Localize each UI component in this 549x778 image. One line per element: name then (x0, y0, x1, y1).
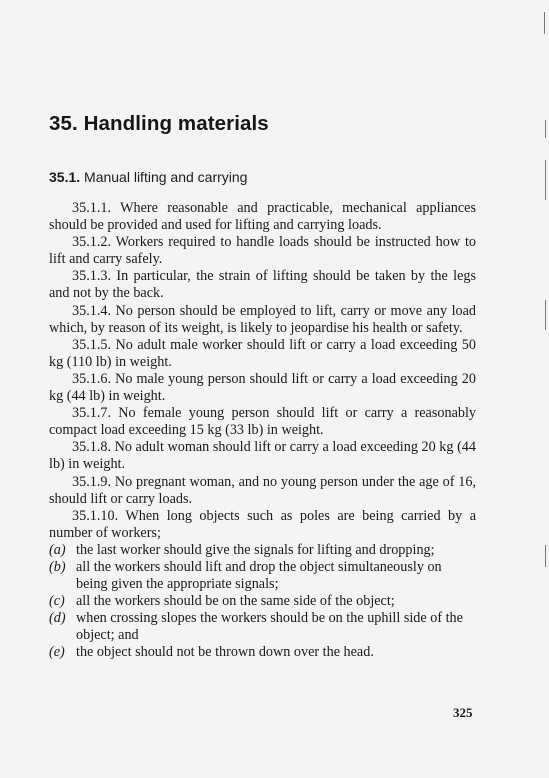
scan-edge-mark (544, 12, 545, 34)
paragraph: 35.1.10. When long objects such as poles are being carried by a number of workers; (49, 507, 476, 541)
section-number: 35.1. (49, 169, 81, 185)
list-item (49, 644, 476, 661)
list-item-text: all the workers should be on the same side of the object; (76, 593, 395, 610)
scan-edge-mark (545, 300, 546, 330)
paragraph: 35.1.1. Where reasonable and practicable, mechanical appliances should be provided and used for lifting and carrying loads. (49, 200, 476, 234)
list-marker: (e) (49, 644, 65, 661)
chapter-title: 35. Handling materials (49, 112, 269, 135)
paragraph: 35.1.6. No male young person should lift or carry a load exceeding 20 kg (44 lb) in weight. (49, 370, 476, 405)
paragraph: 35.1.2. Workers required to handle loads should be instructed how to lift and carry safely. (49, 234, 476, 268)
list-item (49, 610, 476, 644)
list-marker: (a) (49, 541, 66, 558)
list-marker: (d) (49, 610, 66, 627)
section-title: Manual lifting and carrying (84, 169, 248, 185)
scan-edge-mark (545, 160, 546, 200)
list-item-text: all the workers should lift and drop the object simultaneously on being given the appropriate signals; (76, 558, 442, 593)
list-item-text: the object should not be thrown down over the head. (76, 644, 374, 661)
paragraph: 35.1.8. No adult woman should lift or carry a load exceeding 20 kg (44 lb) in weight. (49, 439, 476, 473)
list-item (49, 542, 476, 559)
page-number: 325 (453, 705, 473, 720)
list-item-text: the last worker should give the signals for lifting and dropping; (76, 541, 435, 558)
paragraph: 35.1.9. No pregnant woman, and no young person under the age of 16, should lift or carry loads. (49, 473, 476, 507)
section-heading (49, 169, 247, 185)
paragraph: 35.1.4. No person should be employed to lift, carry or move any load which, by reason of its weight, is likely to jeopardise his health or safety. (49, 302, 476, 336)
scan-edge-mark (545, 545, 546, 567)
paragraph: 35.1.3. In particular, the strain of lifting should be taken by the legs and not by the back. (49, 268, 476, 302)
body-text (49, 200, 476, 662)
list-item (49, 593, 476, 610)
list-marker: (c) (49, 593, 65, 610)
scan-edge-mark (545, 120, 546, 138)
list-marker: (b) (49, 558, 66, 575)
carrying-rules-list (49, 542, 476, 662)
paragraph: 35.1.5. No adult male worker should lift or carry a load exceeding 50 kg (110 lb) in weight. (49, 336, 476, 370)
list-item (49, 559, 476, 593)
paragraph: 35.1.7. No female young person should lift or carry a reasonably compact load exceeding 15 kg (33 lb) in weight. (49, 405, 476, 439)
list-item-text: when crossing slopes the workers should be on the uphill side of the object; and (76, 610, 463, 644)
